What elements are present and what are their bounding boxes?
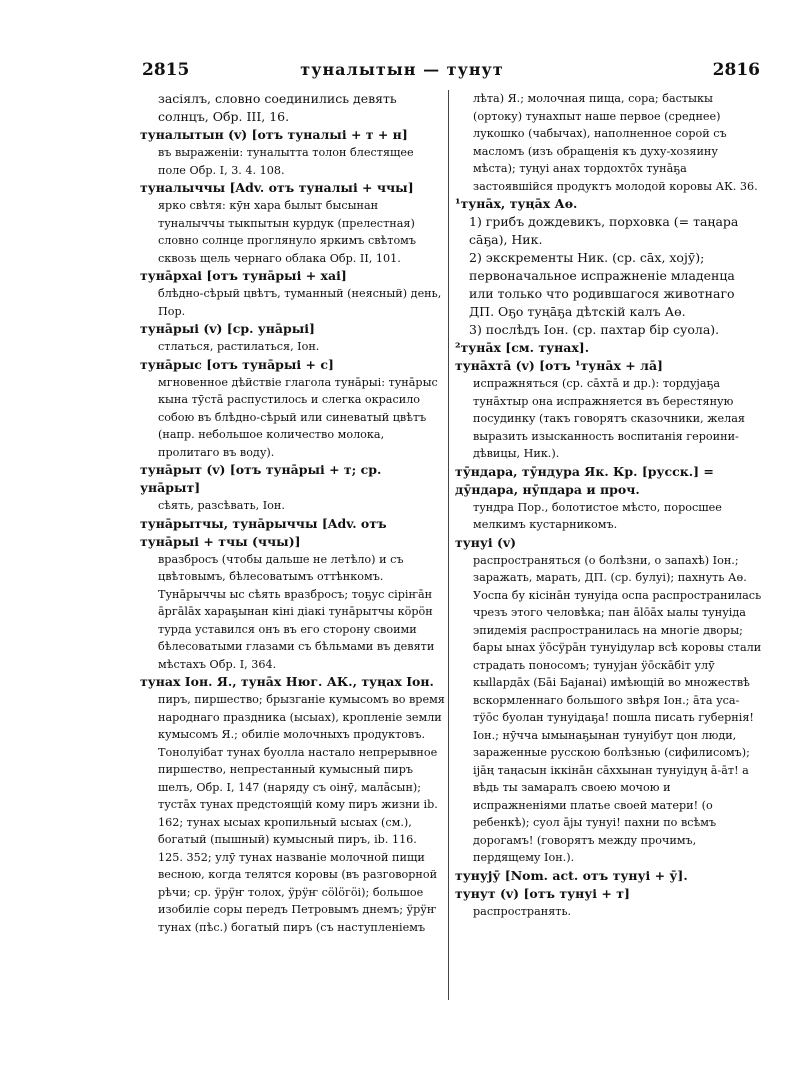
entry-headword: тунујӯ [Nom. act. отъ тунуі + ӯ]. [455, 867, 688, 883]
entry-text: распространять. [473, 904, 572, 918]
entry-text: стлаться, растилаться, Іон. [158, 340, 320, 353]
left-column [140, 90, 445, 1075]
entry-text: блѣдно-сѣрый цвѣтъ, туманный (неясный) день, Пор. [158, 287, 442, 318]
entry-text: ярко свѣтя: кӯн хара былыт бысынан туналыччы тыкпытын курдук (прелестная) словно солнце проглянуло яркимъ свѣтомъ сквозь щель чернаго облака Обр. II, 101. [158, 199, 417, 265]
entry-headword: туналыччы [Adv. отъ туналыі + ччы] [140, 180, 414, 195]
running-title: туналытын — тунут [300, 60, 504, 79]
entry-headword: тунах Іон. Я., тунāх Нюг. АК., туңах Іон. [140, 674, 434, 689]
entry-text: сѣять, разсѣвать, Іон. [158, 499, 285, 512]
entry-headword: тунуі (v) [455, 534, 517, 550]
page-header [40, 48, 764, 88]
entry-text: 1) грибъ дождевикъ, порховка (= таңара сāҕа), Ник. [469, 214, 739, 247]
entry-text: засіялъ, словно соединились девять солнцъ, Обр. III, 16. [158, 91, 397, 124]
entry-headword: тунāрхаі [отъ тунāрыі + хаі] [140, 268, 347, 283]
entry-headword: туналытын (v) [отъ туналыі + т + н] [140, 127, 408, 142]
column-divider [448, 90, 449, 1000]
entry-text: 2) экскременты Ник. (ср. сāх, хојӯ); первоначальное испражненіе младенца или только что родившагося животнаго ДП. Оҕо туңāҕа дѣтскій калъ Аө. [469, 250, 735, 319]
entry-text: въ выраженіи: туналытта толон блестящее поле Обр. I, 3. 4. 108. [158, 146, 414, 177]
page-number-left: 2815 [142, 60, 190, 80]
entry-text: лѣта) Я.; молочная пища, сора; бастыкы (ортоку) тунахпыт наше первое (среднее) лукошко (чабычах), наполненное сорой съ масломъ (изъ обращенія къ духу-хозяину мѣста); туңуі анах тордохтōх тунāҕа застоявшійся продуктъ молодой коровы АК. 36. [473, 92, 758, 193]
right-column [455, 90, 763, 1075]
entry-text: пиръ, пиршество; брызганіе кумысомъ во время народнаго праздника (ысыах), кропленіе земли кумысомъ Я.; обиліе молочныхъ продуктовъ. Тонолуібат тунах буолла настало непрерывное пиршество, непрестанный кумысный пиръ шелъ, Обр. I, 147 (наряду съ оінӯ, малāсын); тустāх тунах предстоящій кому пиръ жизни ib. 162; тунах ысыах кропильный ысыах (см.), богатый (пышный) кумысный пиръ, ib. 116. 125. 352; улӯ тунах названіе молочной пищи весною, когда телятся коровы (въ разговорной рѣчи; ср. ӱрӱҥ толох, ӱрӱҥ сӧlӧгӧі); большое изобиліе соры передъ Петровымъ днемъ; ӱрӱҥ тунах (пѣс.) богатый пиръ (съ наступленіемъ [158, 693, 445, 934]
entry-headword: тунāрыт (v) [отъ тунāрыі + т; ср. унāрыт] [140, 462, 382, 495]
entry-text: испражняться (ср. сāхтā и др.): тордујаҕа тунāхтыр она испражняется въ берестяную посудинку (такъ говорятъ сказочники, желая выразить изысканность воспитанія героини-дѣвицы, Ник.). [473, 377, 745, 460]
entry-text: тундра Пор., болотистое мѣсто, поросшее мелкимъ кустарникомъ. [473, 500, 722, 531]
entry-headword: тунāрыс [отъ тунāрыі + с] [140, 356, 334, 372]
entry-text: вразбросъ (чтобы дальше не летѣло) и съ цвѣтовымъ, бѣлесоватымъ оттѣнкомъ. Тунāрыччы ыс сѣять вразбросъ; тоҕус сіріҥāн āргālāх хараҕынан кіні діакі тунāрытчы кӧрӧн турда уставился онъ въ его сторону своими бѣлесоватыми глазами съ бѣльмами въ девяти мѣстахъ Обр. I, 364. [158, 552, 435, 671]
entry-headword: тунāрыі (v) [ср. унāрыі] [140, 321, 315, 336]
entry-headword: тунāхтā (v) [отъ ¹тунāх + лā] [455, 358, 663, 373]
columns [140, 90, 764, 1075]
entry-headword: ¹тунāх, туңāх Аө. [455, 196, 578, 211]
page-number-right: 2816 [712, 60, 760, 80]
entry-headword: тунāрытчы, тунāрыччы [Adv. отъ тунāрыі + тчы (ччы)] [140, 515, 387, 549]
entry-text: 3) послѣдъ Іон. (ср. пахтар бір суола). [469, 322, 720, 337]
entry-headword: тӯндара, тӯндура Як. Кр. [русск.] = дӯндара, нӯпдара и проч. [455, 463, 714, 497]
entry-headword: ²тунāх [см. тунах]. [455, 340, 590, 355]
entry-text: распространяться (о болѣзни, о запахѣ) Іон.; заражать, марать, ДП. (ср. булуі); пахнуть Аө. Уоспа бу кісінāн тунуіда оспа распространилась чрезъ этого человѣка; пан ālōāх ыалы тунуіда эпидемія распространилась на многіе дворы; бары ынах ӱōсӱрāн тунуідулар всѣ коровы стали страдать поносомъ; тунујан ӱōскāбіт улӯ кыllардāх (Бāі Баjанаі) имѣющій во множествѣ вскормленнаго большого звѣря Іон.; āта уса-тӱōс буолан тунуідаҕа! пошла писать губернія! Іон.; нӯчча ымынаҕынан тунуібут цон люди, зараженные русскою болѣзнью (сифилисомъ); іјāң таңасын іккінāн сāххынан тунуідуң ā-āт! а вѣдь ты замаралъ своею мочою и испражненіями платье своей матери! (о ребенкѣ); суол ājы тунуі! пахни по всѣмъ дорогамъ! (говорятъ между прочимъ, пердящему Іон.). [473, 553, 762, 864]
entry-headword: тунут (v) [отъ тунуі + т] [455, 885, 630, 901]
entry-text: мгновенное дѣйствіе глагола тунāрыі: тунāрыс кына тӯстā распустилось и слегка окрасило собою въ блѣдно-сѣрый или синеватый цвѣтъ (напр. небольшое количество молока, пролитаго въ воду). [158, 375, 438, 459]
